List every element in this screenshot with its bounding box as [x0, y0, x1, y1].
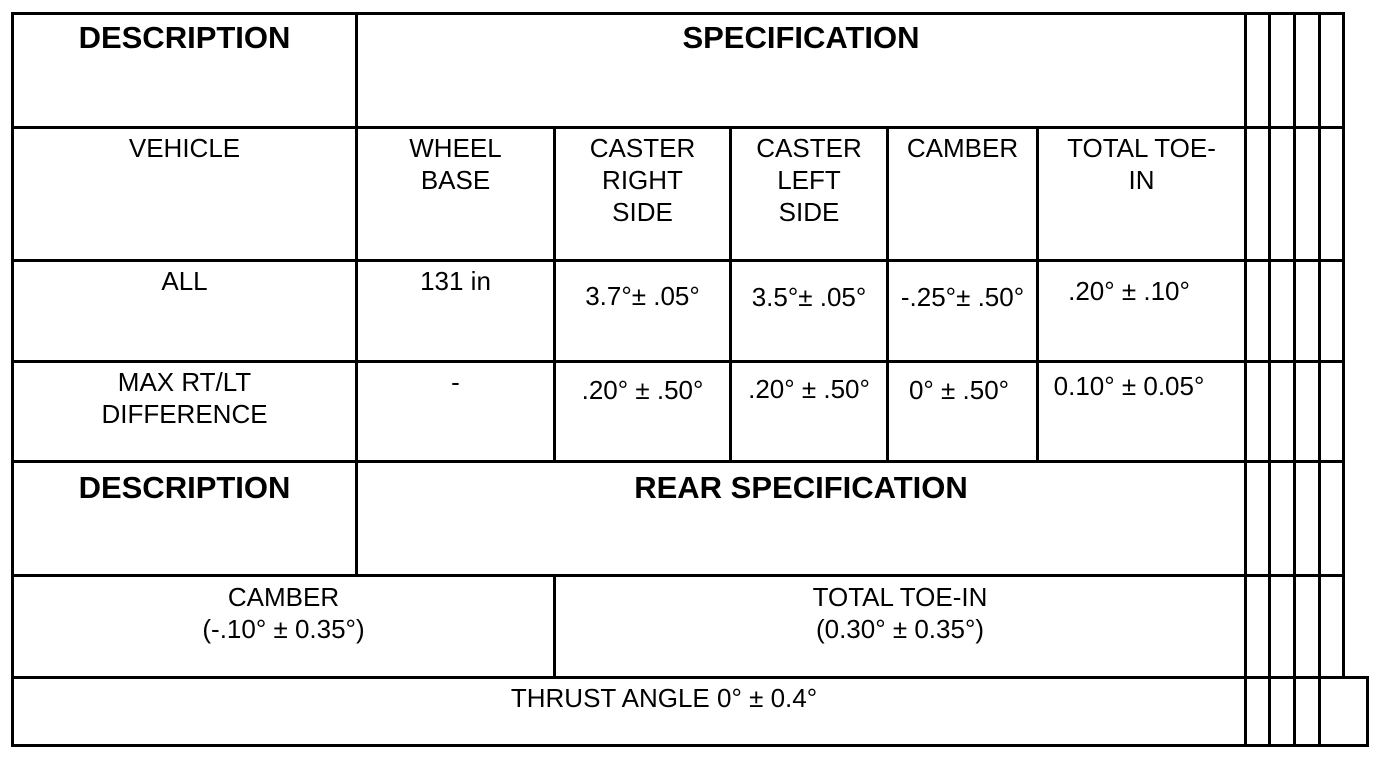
row-max-diff-caster-left: .20° ± .50°: [748, 374, 870, 404]
column-header-caster-right: CASTER RIGHT SIDE: [589, 133, 696, 227]
grid-line: [1244, 12, 1247, 747]
row-all-wheel-base: 131 in: [420, 266, 491, 296]
thrust-angle: THRUST ANGLE 0° ± 0.4°: [510, 683, 818, 713]
grid-line: [11, 259, 1345, 262]
row-max-diff-caster-right: .20° ± .50°: [581, 375, 704, 405]
row-all-total-toe-in: .20° ± .10°: [1068, 276, 1190, 306]
grid-line: [1293, 12, 1296, 747]
column-header-wheel-base: WHEEL BASE: [409, 133, 502, 195]
rear-total-toe-in: TOTAL TOE-IN (0.30° ± 0.35°): [812, 582, 988, 644]
column-header-vehicle: VEHICLE: [128, 133, 241, 163]
row-max-diff-wheel-base: -: [451, 367, 460, 397]
grid-line: [11, 460, 1345, 463]
row-all-vehicle: ALL: [161, 266, 208, 296]
row-max-diff-total-toe-in: 0.10° ± 0.05°: [1053, 371, 1205, 401]
grid-line: [1342, 12, 1345, 679]
rear-description-header: DESCRIPTION: [78, 470, 291, 505]
rear-specification-header: REAR SPECIFICATION: [634, 470, 968, 505]
column-header-camber: CAMBER: [906, 133, 1019, 163]
row-all-caster-left: 3.5°± .05°: [751, 282, 867, 312]
row-all-camber: -.25°± .50°: [900, 282, 1025, 312]
grid-line: [11, 360, 1345, 363]
grid-line: [11, 676, 1369, 679]
grid-line: [11, 574, 1345, 577]
grid-line: [11, 12, 1345, 15]
column-header-caster-left: CASTER LEFT SIDE: [756, 133, 862, 227]
row-max-diff-vehicle: MAX RT/LT DIFFERENCE: [101, 367, 268, 429]
rear-camber: CAMBER (-.10° ± 0.35°): [202, 582, 365, 644]
grid-line: [11, 744, 1369, 747]
front-specification-header: SPECIFICATION: [682, 20, 920, 55]
grid-line: [11, 126, 1345, 129]
row-max-diff-camber: 0° ± .50°: [908, 375, 1010, 405]
grid-line: [1366, 676, 1369, 747]
row-all-caster-right: 3.7°± .05°: [585, 281, 700, 311]
grid-line: [1318, 12, 1321, 747]
column-header-total-toe-in: TOTAL TOE- IN: [1067, 133, 1216, 195]
front-description-header: DESCRIPTION: [78, 20, 291, 55]
grid-line: [1268, 12, 1271, 747]
